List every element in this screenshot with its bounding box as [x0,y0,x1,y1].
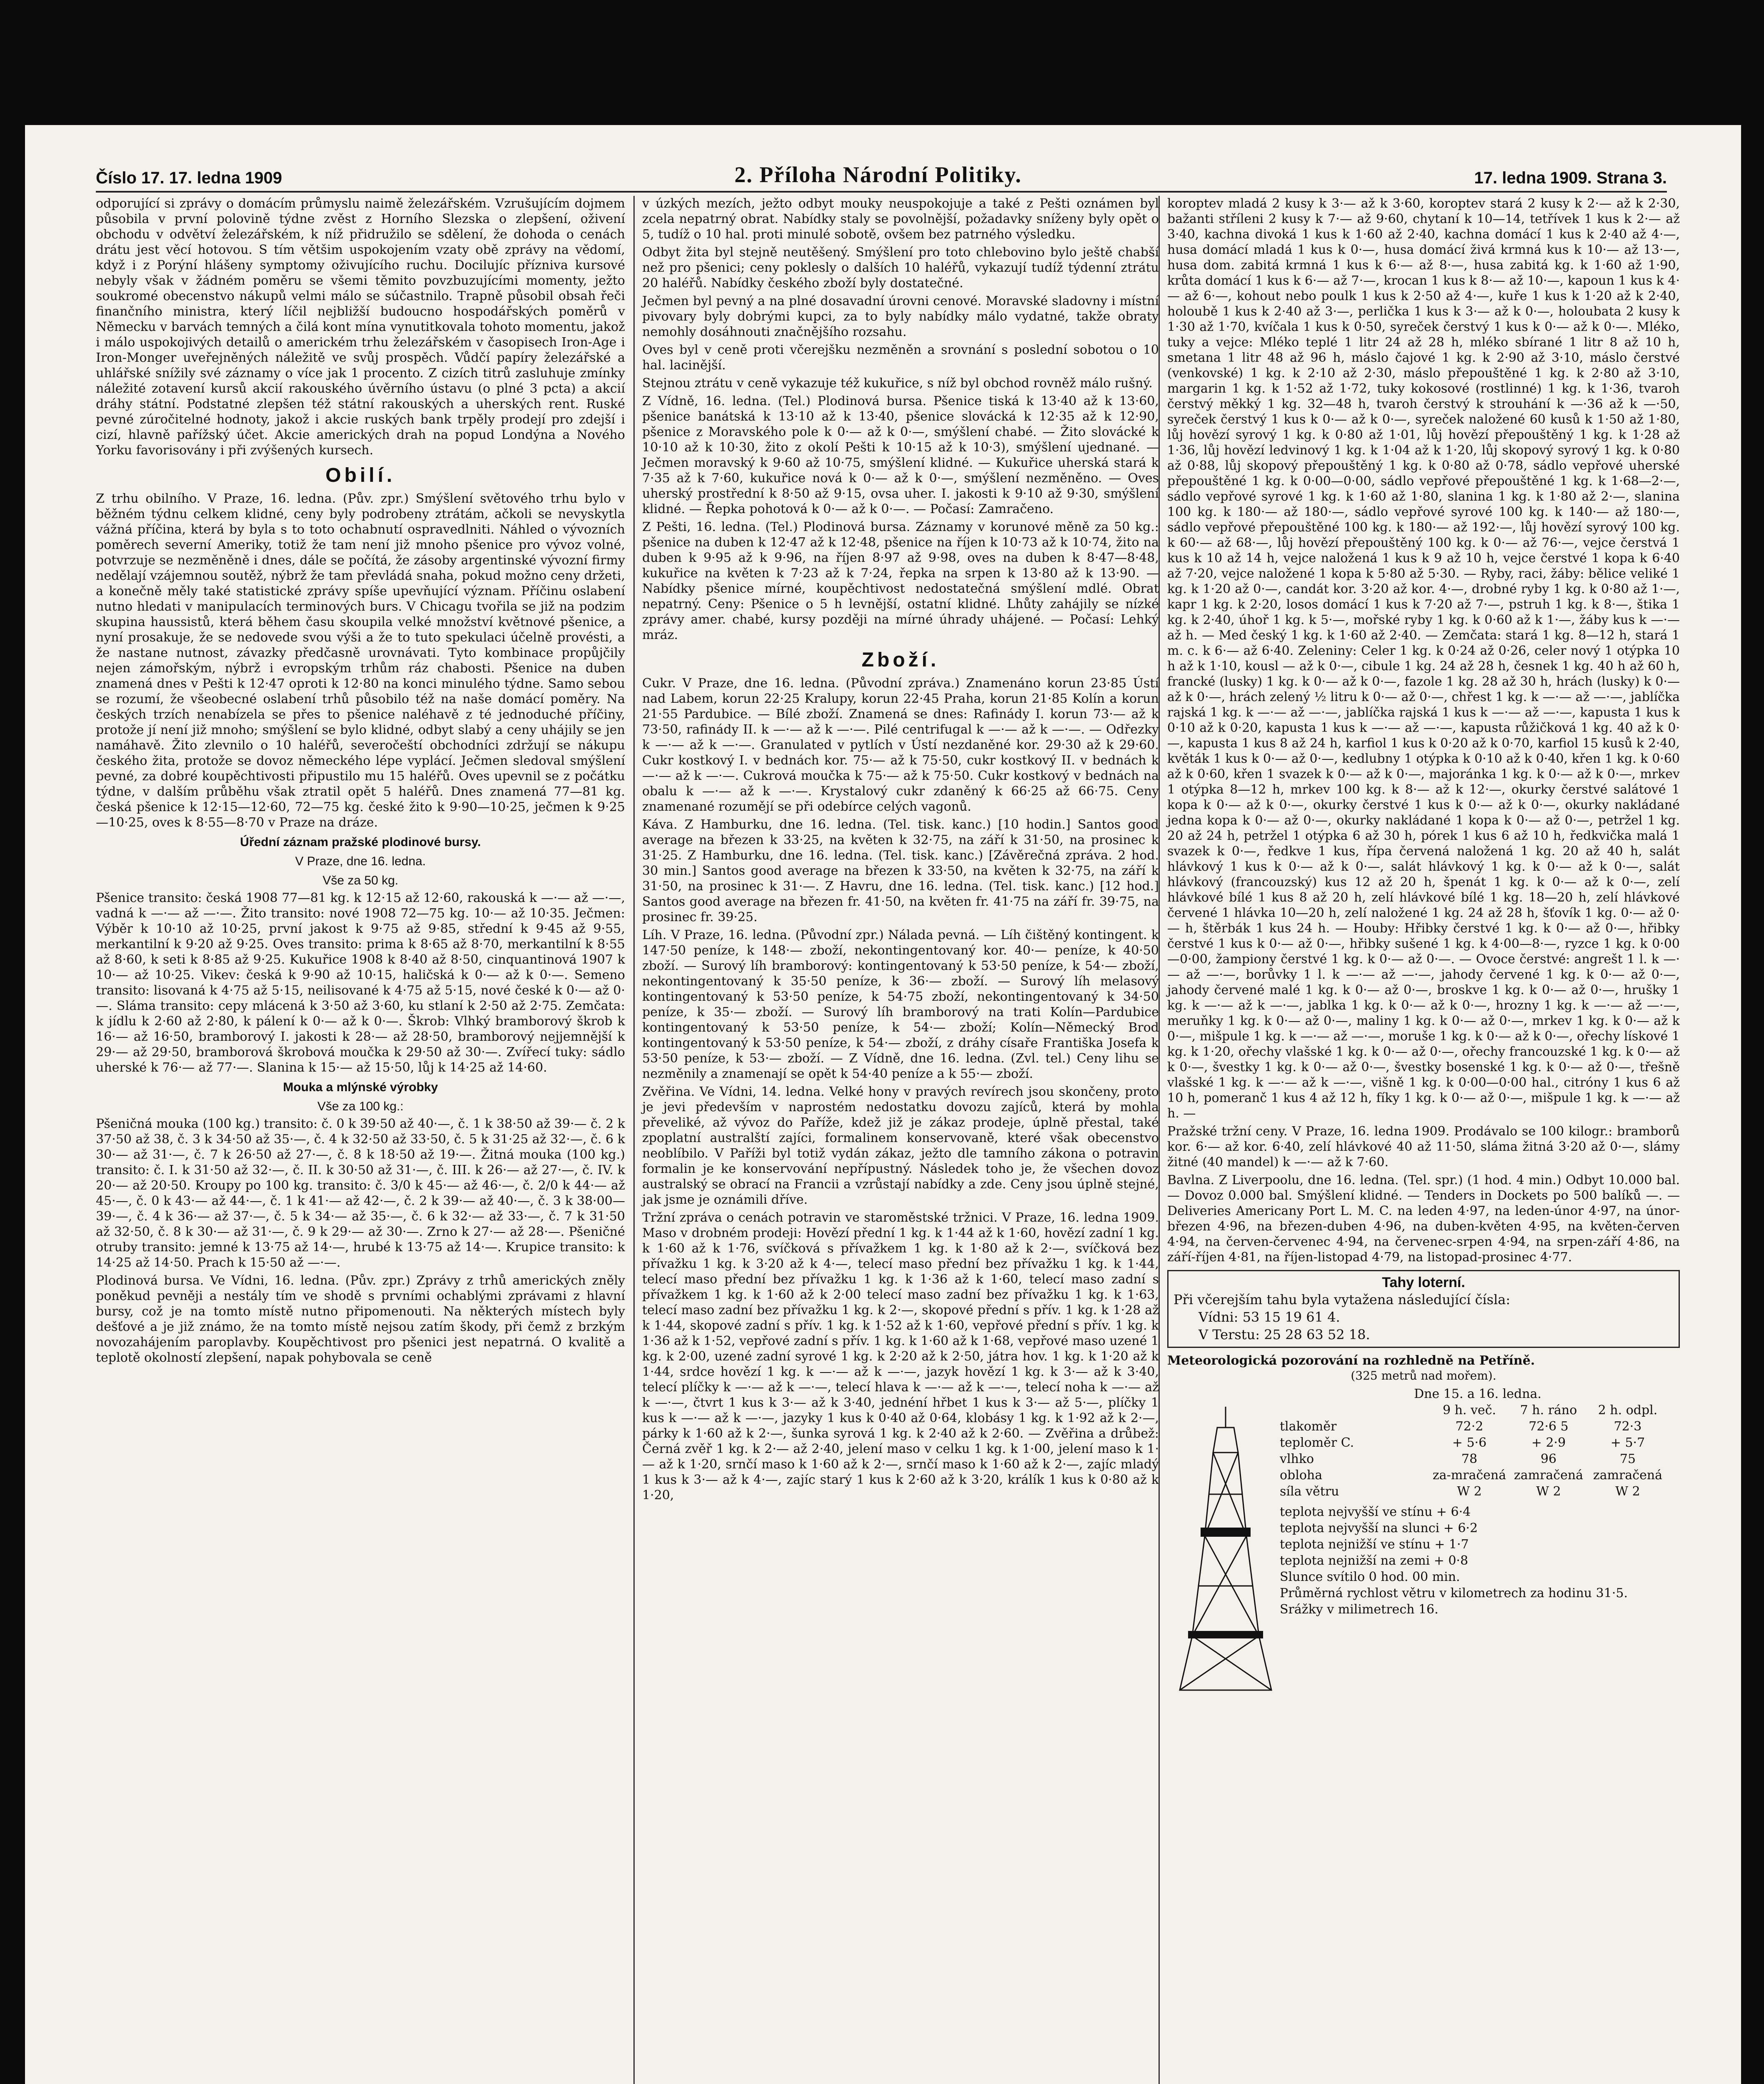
meteo-value: 75 [1619,1452,1636,1466]
meteo-extreme-line: teplota nejnižší ve stínu + 1·7 [1280,1537,1469,1552]
lottery-intro: Při včerejším tahu byla vytažena následující čísla: [1173,1292,1511,1308]
meteo-value: 78 [1461,1452,1478,1466]
prague-market-prices: Pražské tržní ceny. V Praze, 16. ledna 1909. Prodávalo se 100 kilogr.: bramborů kor. 6·— až kor. 6·40, zelí hlávkové 40 až 11·50, sláma žitná 3·20 až 0·—, slámy žitné (40 mandel) k —·— až k 7·60. [1167,1124,1680,1170]
sugar-report: Cukr. V Praze, dne 16. ledna. (Původní zpráva.) Znamenáno korun 23·85 Ústí nad Labem, korun 22·25 Kralupy, korun 22·45 Praha, korun 21·85 Kolín a korun 21·55 Pardubice. — Bílé zboží. Znamená se dnes: Rafinády I. korun 73·— až k 73·50, rafinády II. k —·— až k —·—. Pilé centrifugal k —·— až k —·—. — Odřezky k —·— až k —·—. Granulated v pytlích v Ústí nezdaněné kor. 29·30 až k 29·60. Cukr kostkový I. v bednách kor. 75·— až k 75·50, cukr kostkový II. v bednách k —·— až k —·—. Cukrová moučka k 75·— až k 75·50. Cukr kostkový v bednách na obalu k —·— až k —·—. Krystalový cukr zdaněný k 66·25 až 66·75. Ceny znamenané rozumějí se při odebírce celých vagonů. [642,676,1159,814]
meteo-value: + 5·7 [1610,1435,1645,1450]
meteo-col-header: 7 h. ráno [1520,1403,1577,1418]
meteo-value: 96 [1540,1452,1557,1466]
column-3 [1158,196,1680,2084]
meteo-value: W 2 [1615,1484,1640,1499]
meteo-value: + 2·9 [1531,1435,1566,1450]
supplement-title: 2. Příloha Národní Politiky. [734,162,1022,187]
petrin-tower-icon [1176,1403,1276,1694]
scan-border-right [1741,0,1764,2084]
section-heading-goods: Zboží. [861,649,940,671]
cotton-report: Bavlna. Z Liverpoolu, dne 16. ledna. (Tel. spr.) (1 hod. 4 min.) Odbyt 10.000 bal. — Dovoz 0.000 bal. Smýšlení klidné. — Tenders in Dockets po 500 balíků —. — Deliveries Americany Port L. M. C. na leden 4·97, na leden-únor 4·97, na únor-březen 4·96, na březen-duben 4·96, na duben-květen 4·95, na květen-červen 4·94, na červen-červenec 4·94, na červenec-srpen 4·94, na srpen-září 4·86, na září-říjen 4·81, na říjen-listopad 4·79, na listopad-prosinec 4·77. [1167,1173,1680,1265]
flour-unit: Vše za 100 kg.: [317,1100,404,1113]
lottery-trieste: V Terstu: 25 28 63 52 18. [1199,1327,1370,1343]
meteo-value: 72·3 [1614,1419,1642,1434]
page-date-number: 17. ledna 1909. Strana 3. [1474,169,1667,187]
meteo-col-header: 2 h. odpl. [1598,1403,1658,1418]
meteo-rain: Srážky v milimetrech 16. [1280,1602,1439,1617]
section-heading-grain: Obilí. [325,464,395,486]
barley-text: Ječmen byl pevný a na plné dosavadní úrovni cenové. Moravské sladovny i místní pivovary byly dobrými kupci, za to byly nabídky málo vydatné, takže obraty nemohly dosáhnouti značnějšího rozsahu. [642,294,1159,339]
meteo-extremes [1280,1504,1676,1618]
meteo-row-label: vlhko [1280,1452,1314,1466]
meteo-row [1280,1435,1676,1451]
meteo-extreme-line: teplota nejnižší na zemi + 0·8 [1280,1553,1469,1568]
lottery-title: Tahy loterní. [1382,1275,1465,1290]
header-rule [96,191,1667,193]
corn-text: Stejnou ztrátu v ceně vykazuje též kukuřice, s níž byl obchod rovněž málo rušný. [642,376,1153,391]
meteo-value: zamračená [1514,1468,1584,1483]
spirits-report: Líh. V Praze, 16. ledna. (Původní zpr.) Nálada pevná. — Líh čištěný kontingent. k 147·50 peníze, k 148·— zboží, nekontingentovaný kor. 40·— peníze, k 40·50 zboží. — Surový líh bramborový: kontingentovaný k 53·50 peníze, k 54·— zboží, nekontingentovaný k 35·50 peníze, k 36·— zboží. — Surový líh melasový kontingentovaný k 53·50 peníze, k 54·75 zboží, nekontingentovaný k 34·50 peníze, k 35·— zboží. — Surový líh bramborový na trati Kolín—Pardubice kontingentovaný k 53·50 peníze, k 54·— zboží; Kolín—Německý Brod kontingentovaný k 53·50 peníze, k 54·— zboží, z dráhy císaře Františka Josefa k 53·50 peníze, k 53·— zboží. — Z Vídně, dne 16. ledna. (Zvl. tel.) Ceny lihu se nezměnily a znamenají se opět k 54·40 peníze a k 55·— zboží. [642,928,1159,1081]
market-prices-continued: koroptev mladá 2 kusy k 3·— až k 3·60, koroptev stará 2 kusy k 2·— až k 2·30, bažanti stříleni 2 kusy k 7·— až 9·60, chytaní k 10—14, tetřívek 1 kus k 2·— až 3·40, kachna divoká 1 kus k 1·60 až 2·40, kachna domácí 1 kus k 2·40 až 4·—, husa domácí mladá 1 kus k 0·—, husa domácí živá krmná kus k 10·— až 13·—, husa dom. zabitá krmná 1 kus k 6·— až 8·—, husa zabitá kg. k 1·60 až 1·90, krůta domácí 1 kus k 6·— až 7·—, krocan 1 kus k 8·— až 10·—, kapoun 1 kus k 4·— až 6·—, kohout nebo poulk 1 kus k 2·50 až 4·—, kuře 1 kus k 1·20 až k 2·40, holoubě 1 kus k 2·40 až 3·—, perlička 1 kus k 3·— až k 0·—, holoubata 2 kusy k 1·30 až 1·70, kvíčala 1 kus k 0·50, syreček čerstvý 1 kus k 0·— až k 0·—. Mléko, tuky a vejce: Mléko teplé 1 litr 24 až 28 h, mléko sbírané 1 litr 8 až 10 h, smetana 1 litr 48 až 96 h, máslo čajové 1 kg. k 2·90 až 3·10, máslo čerstvé (venkovské) 1 kg. k 2·10 až 2·30, máslo přepouštěné 1 kg. k 2·80 až 3·10, margarin 1 kg. k 1·52 až 1·72, tuky kokosové (rostlinné) 1 kg. k 1·36, tvaroh čerstvý měkký 1 kg. 32—48 h, tvaroh čerstvý k strouhání k —·36 až k —·50, syreček čerstvý 1 kus k 0·— až k 0·—, syreček naložené 60 kusů k 1·50 až 1·80, lůj hovězí syrový 1 kg. k 0·80 až 1·01, lůj hovězí přepouštěný 1 kg. k 1·28 až 1·36, lůj hovězí ledvinový 1 kg. k 1·04 až k 1·20, lůj skopový syrový 1 kg. k 0·80 až 0·88, lůj skopový přepouštěný 1 kg. k 0·80 až 0·78, sádlo vepřové uherské přepouštěné 1 kg. k 0·00—0·00, sádlo vepřové přepouštěné 1 kg. k 1·68—2·—, sádlo vepřové syrové 1 kg. k 1·60 až 1·80, slanina 1 kg. k 1·80 až 2·—, slanina 100 kg. k 180·— až 180·—, sádlo vepřové syrové 100 kg. k 140·— až 180·—, sádlo vepřové přepouštěné 100 kg. k 180·— až 192·—, lůj hovězí syrový 100 kg. k 60·— až 68·—, lůj hovězí přepouštěný 100 kg. k 0·— až 76·—, vejce čerstvá 1 kus k 10 až 14 h, vejce naložená 1 kus k 9 až 10 h, vejce čerstvé 1 kopa k 6·40 až 7·20, vejce naložené 1 kopa k 5·80 až 5·30. — Ryby, raci, žáby: bělice veliké 1 kg. k 1·20 až 0·—, candát kor. 3·20 až kor. 4·—, drobné ryby 1 kg. k 0·80 až 1·—, kapr 1 kg. k 2·20, losos domácí 1 kus k 7·20 až 7·—, pstruh 1 kg. k 8·—, štika 1 kg. k 2·40, úhoř 1 kg. k 5·—, mořské ryby 1 kg. k 0·60 až k 1·—, žáby kus k —·— až h. — Med český 1 kg. k 1·60 až 2·40. — Zemčata: stará 1 kg. 8—12 h, stará 1 m. c. k 6·— až 6·40. Zeleniny: Celer 1 kg. k 0·24 až 0·26, celer nový 1 otýpka 10 h až k 1·10, kousl — až k 0·—, cibule 1 kg. 24 až 28 h, česnek 1 kg. 40 h až 60 h, francké (lusky) 1 kg. k 0·— až k 0·—, fazole 1 kg. 28 až 30 h, hrách (lusky) k 0·— až k 0·—, hrách zelený ½ litru k 0·— až 0·—, chřest 1 kg. k —·— až —·—, jablíčka rajská 1 kg. k —·— až —·—, jablíčka rajská 1 kus k —·— až —·—, kapusta 1 kus k 0·10 až k 0·20, kapusta 1 kus k —·— až —·—, kapusta růžičková 1 kg. 40 až k 0·—, kapusta 1 kus 8 až 24 h, karfiol 1 kus k 0·20 až k 0·70, karfiol 15 kusů k 2·40, květák 1 kus k 0·— až 0·—, kedlubny 1 otýpka k 0·10 až k 0·40, křen 1 kg. k 0·60 až k 0·60, křen 1 svazek k 0·— až k 0·—, majoránka 1 kg. k 0·— až k 0·—, mrkev 1 otýpka 8—12 h, mrkev 100 kg. k 8·— až k 12·—, okurky čerstvé salátové 1 kopa k 0·— až k 0·—, okurky čerstvé 1 kus k 0·— až k 0·—, okurky nakládané jedna kopa k 0·— až 0·—, okurky nakládané 1 kopa k 0·— až 0·—, petržel 1 kg. 20 až 24 h, petržel 1 otýpka 6 až 30 h, pórek 1 kus 6 až 10 h, ředkvička malá 1 svazek k 0·—, ředkve 1 kus, řípa červená naložená 1 kg. 20 až 40 h, salát hlávkový 1 kus k 0·— až k 0·—, salát hlávkový 1 kg. k 0·— až k 0·—, salát hlávkový (francouzský) kus 12 až 20 h, špenát 1 kg. k 0·— až k 0·—, zelí hlávkové bílé 1 kus 8 až 20 h, zelí hlávkové bílé 1 kg. 18—20 h, zelí hlávkové červené 1 hlávka 10—20 h, zelí naložené 1 kg. 24 až 28 h, šťovík 1 kg. 0·— až 0·— h, štěrbák 1 kus 24 h. — Houby: Hřibky čerstvé 1 kg. k 0·— až 0·—, hřibky čerstvé 1 kus k 0·— až 0·—, hřibky sušené 1 kg. k 4·00—8·—, ryzce 1 kg. k 0·00—0·00, žampiony čerstvé 1 kg. k 0·— až 0·—. — Ovoce čerstvé: angrešt 1 l. k —·— až —·—, borůvky 1 l. k —·— až —·—, jahody červené 1 kg. k 0·— až 0·—, jahody červené malé 1 kg. k 0·— až 0·—, broskve 1 kg. k 0·— až 0·—, hrušky 1 kg. k —·— až k —·—, jablka 1 kg. k 0·— až k 0·—, hrozny 1 kg. k —·— až —·—, meruňky 1 kg. k 0·— až 0·—, maliny 1 kg. k 0·— až 0·—, mrkev 1 kg. k 0·— až k 0·—, mišpule 1 kg. k —·— až —·—, moruše 1 kg. k 0·— až k 0·—, ořechy lískové 1 kg. k 1·20, ořechy vlašské 1 kg. k 0·— až 0·—, ořechy francouzské 1 kg. k 0·— až k 0·—, švestky 1 kg. k 0·— až 0·—, švestky bosenské 1 kg. k 0·— až 0·—, třešně vlašské 1 kg. k —·— až k —·—, višně 1 kg. k 0·00—0·00 hal., citróny 1 kus 6 až 10 h, pomeranč 1 kus 4 až 12 h, fíky 1 kg. k 0·— až 0·—, mišpule 1 kg. k —·— až h. — [1167,196,1680,1121]
meteo-value: 72·6 5 [1529,1419,1569,1434]
meteo-sunshine: Slunce svítilo 0 hod. 00 min. [1280,1570,1460,1584]
issue-number: Číslo 17. 17. ledna 1909 [96,169,282,187]
scan-border-left [0,0,25,2084]
exchange-dateline: V Praze, dne 16. ledna. [295,854,426,868]
meteo-row-label: tlakoměr [1280,1419,1337,1434]
meteo-row-label: obloha [1280,1468,1323,1483]
vienna-exchange-report: Plodinová bursa. Ve Vídni, 16. ledna. (Pův. zpr.) Zprávy z trhů amerických zněly poněkud pevněji a nestály tím ve shodě s prvními ochablými zprávami z hlavní bursy, což je na tomto místě nutno připomenouti. Na některých místech byly dešťové a je již známo, že na tomto místě nejsou zatím škody, při čemž z brzkým novozahájením paroplavby. Koupěchtivost pro pšenici jest nepatrná. O kvalitě a teplotě okolností zlepšení, napak pohybovala se ceně [96,1273,625,1365]
meteo-row [1280,1451,1676,1467]
rye-text: Odbyt žita byl stejně neutěšený. Smýšlení pro toto chlebovino bylo ještě chabší než pro pšenici; ceny poklesly o dalších 10 haléřů, vykazují tudíž týdenní ztrátu 20 haléřů. Nabídky českého zboží byly dostatečné. [642,245,1159,291]
meteo-table [1280,1386,1676,1618]
meteo-row-label: síla větru [1280,1484,1339,1499]
page-header [96,155,1667,188]
pest-report: Z Pešti, 16. ledna. (Tel.) Plodinová bursa. Záznamy v korunové měně za 50 kg.: pšenice na duben k 12·47 až k 12·48, pšenice na říjen k 10·73 až k 10·74, žito na duben k 9·95 až k 9·96, na říjen 8·97 až 9·98, oves na duben k 8·47—8·48, kukuřice na květen k 7·23 až k 7·24, řepka na srpen k 13·80 až k 13·90. — Nabídky pšenice mírné, koupěchtivost nedostatečná smýšlení mdlé. Obrat nepatrný. Ceny: Pšenice o 5 h levnější, ostatní klidné. Lhůty zahájily se nízké zprávy amer. chabé, kursy později na mírné úhrady uhájené. — Počasí: Lehký mráz. [642,520,1159,642]
meteo-block [1167,1386,1680,1728]
lottery-vienna: Vídni: 53 15 19 61 4. [1199,1309,1340,1325]
lottery-box [1167,1270,1680,1348]
oats-text: Oves byl v ceně proti včerejšku nezměněn a srovnání s poslední sobotou o 10 hal. lacinější. [642,343,1159,373]
meteo-value: 72·2 [1455,1419,1484,1434]
food-prices-report: Tržní zpráva o cenách potravin ve staroměstské tržnici. V Praze, 16. ledna 1909. Maso v drobném prodeji: Hovězí přední 1 kg. k 1·44 až k 1·60, hovězí zadní 1 kg. k 1·60 až k 1·76, svíčková s přívažkem 1 kg. k 1·80 až k 2·—, svíčková bez přívažku 1 kg. k 3·20 až k 4·—, telecí maso přední bez přívažku 1 kg. k 1·44, telecí maso přední bez přívažku 1 kg. k 1·36 až k 1·60, telecí maso zadní s přívažkem 1 kg. k 1·60 až k 2·00 telecí maso zadní bez přívažku 1 kg. k 1·63, telecí maso zadní bez přívažku 1 kg. k 2·—, skopové přední s přív. 1 kg. k 1·28 až k 1·44, skopové zadní s přív. 1 kg. k 1·52 až k 1·60, vepřové přední s přív. 1 kg. k 1·36 až k 1·52, vepřové zadní s přív. 1 kg. k 1·60 až k 1·68, vepřové maso uzené 1 kg. k 2·00, uzené zadní syrové 1 kg. k 2·20 až k 2·50, játra hov. 1 kg. k 1·20 až k 1·44, srdce hovězí 1 kg. k —·— až k —·—, jazyk hovězí 1 kg. k 3·— až k 3·40, telecí plíčky k —·— až k —·—, telecí hlava k —·— až k —·—, telecí noha k —·— až k —·—, čtvrt 1 kus k 3·— až k 3·40, jednéní hřbet 1 kus k 3·— až 5·—, plíčky 1 kus k —·— až k —·—, jazyky 1 kus k 0·40 až 0·64, klobásy 1 kg. k 1·92 až k 2·—, párky k 1·60 až k 2·—, šunka syrová 1 kg. k 2·40 až k 2·60. — Zvěřina a drůbež: Černá zvěř 1 kg. k 2·— až 2·40, jelení maso v celku 1 kg. k 1·00, jelení maso k 1·— až k 1·20, srnčí maso k 1·60 až k 2·—, srnčí maso k 1·60 až k 2·—, zajíc mladý 1 kus k 3·— až k 4·—, zajíc starý 1 kus k 2·60 až k 3·20, králík 1 kus k 0·80 až k 1·20, [642,1210,1159,1503]
meteo-extreme-line: teplota nejvyšší na slunci + 6·2 [1280,1521,1478,1535]
scan-border-top [0,0,1764,125]
exchange-unit: Vše za 50 kg. [323,874,398,887]
meteo-title: Meteorologická pozorování na rozhledně na Petříně. [1167,1353,1535,1368]
meteo-col-header: 9 h. več. [1442,1403,1496,1418]
flour-trade-text: v úzkých mezích, ježto odbyt mouky neuspokojuje a také z Pešti oznámen byl zcela nepatrný obrat. Nabídky staly se povolnější, požadavky sníženy byly opět o 5, tudíž o 10 hal. proti minulé sobotě, ovšem bez patrného výsledku. [642,196,1159,242]
meteo-header-row [1280,1402,1676,1418]
column-2 [633,196,1159,2084]
coffee-report: Káva. Z Hamburku, dne 16. ledna. (Tel. tisk. kanc.) [10 hodin.] Santos good average na březen k 33·25, na květen k 32·75, na září k 31·50, na prosinec k 31·25. Z Hamburku, dne 16. ledna. (Tel. tisk. kanc.) [Závěrečná zpráva. 2 hod. 30 min.] Santos good average na březen k 33·50, na květen k 32·75, na září k 31·50, na prosinec k 31·—. Z Havru, dne 16. ledna. (Tel. tisk. kanc.) [12 hod.] Santos good average na březen fr. 41·50, na květen fr. 41·75 na září fr. 39·75, na prosinec fr. 39·25. [642,817,1159,924]
industry-report: odporující si zprávy o domácím průmyslu naimě železářském. Vzrušujícím dojmem působila v první polovině týdne zvěst z Horního Slezska o zlepšení, oživení obchodu v odvětví železářském, k níž přidružilo se sdělení, že dohoda o cenách drátu jest věcí hotovou. S tím většim uspokojením vzaty obě zprávy na vědomí, když i z Porýní hlášeny symptomy oživujícího ruchu. Docilujíc přízniva kursové nebyly však v žádném poměru se všemi těmito povzbuzujícími momenty, ježto soukromé obecenstvo nákupů velmi málo se súčastnilo. Trapně působil obsah řeči finančního ministra, který líčil nejbližší budoucno hospodářských poměrů v Německu v barvách temných a čilá kont mína vynutitkovala tohoto momentu, jakož i málo uspokojivých detailů o americkém trhu železářském v časopisech Iron-Age i Iron-Monger uveřejněných náležitě ve svůj prospěch. Vůdčí papíry železářské a uhlářské snížily své záznamy o více jak 1 procento. Z cizích titrů zasluhuje zmínky náležité zotavení kursů akcií rakouského úvěrního ústavu (o plné 3 pcta) a akcií dráhy státní. Podstatné zlepšen též státní rakouských a uherských rent. Ruské pevné zúročitelné hodnoty, jakož i akcie ruských bank trpěly prodejí pro zdejší i cizí, hlavně pařížský účet. Akcie amerických drah na popud Londýna a Nového Yorku favorisovány i při zvýšených kursech. [96,196,625,458]
vienna-report: Z Vídně, 16. ledna. (Tel.) Plodinová bursa. Pšenice tiská k 13·40 až k 13·60, pšenice banátská k 13·10 až k 13·40, pšenice slovácká k 12·35 až k 12·90, pšenice z Moravského pole k 0·— až k 0·—, smýšlení chabé. — Žito slovácké k 10·10 až k 10·30, žito z okolí Pešti k 10·15 až k 10·3), smýšlení ujednané. — Ječmen moravský k 9·60 až 10·75, smýšlení klidné. — Kukuřice uherská stará k 7·35 až k 7·60, kukuřice nová k 0·— až k 0·—, smýšlení nezměněno. — Oves uherský prostřední k 8·50 až 9·15, ovsa uher. I. jakosti k 9·10 až 9·30, smýšlení klidné. — Řepka pohotová k 0·— až k 0·—. — Počasí: Zamračeno. [642,394,1159,516]
meteo-value: za-mračená [1432,1468,1506,1483]
official-exchange-heading: Úřední záznam pražské plodinové bursy. [240,835,481,849]
flour-heading: Mouka a mlýnské výrobky [283,1080,438,1094]
meteo-value: zamračená [1593,1468,1663,1483]
meteo-extreme-line: teplota nejvyšší ve stínu + 6·4 [1280,1505,1471,1519]
meteo-value: + 5·6 [1452,1435,1487,1450]
grain-market-report: Z trhu obilního. V Praze, 16. ledna. (Pův. zpr.) Smýšlení světového trhu bylo v běžném týdnu celkem klidné, ceny byly podrobeny ztrátám, ačkoli se nevyskytla vážná příčina, která by byla s to toto ochabnutí ospravedlniti. Náhled o vývozních poměrech severní Ameriky, totiž že tam není již mnoho pšenice pro vývoz volné, potvrzuje se nezměněně i dnes, dále se počítá, že zásoby argentinské vývozní firmy nedělají vzájemnou soutěž, nýbrž že tam převládá snaha, pokud možno ceny držeti, a konečně měly také statistické zprávy spíše upevňující význam. Příčinu oslabení nutno hledati v manipulacích terminových burs. V Chicagu tvořila se již na podzim skupina haussistů, která během času skoupila velké množství květnové pšenice, a nyní prosakuje, že se nedovede svou výši a že to tuto spekulaci účelně provésti, a že nastane nutnost, závazky předčasně urovnávati. Tyto kombinace propůjčily nejen zámořským, nýbrž i evropským trhům ráz chabosti. Pšenice na duben znamená dnes v Pešti k 12·47 oproti k 12·80 na konci minulého týdne. Samo sebou se rozumí, že všeobecné oslabení trhů působilo též na naše domácí poměry. Na českých trzích nenabízela se přes to pšenice naléhavě z té jednoduché příčiny, protože jí není již mnoho; smýšlení se bylo klidné, odbyt slabý a ceny uhájily se jen namáhavě. Žito zlevnilo o 10 haléřů, severočeští obchodníci zdržují se nákupu českého žita, protože se dovoz německého lépe vyplácí. Ječmen sledoval smýšlení pevné, za dobré koupěchtivosti připustilo mu 15 haléřů. Oves upevnil se z počátku týdne, v dalším průběhu však ztratil opět 5 haléřů. Dnes znamená 77—81 kg. česká pšenice k 12·15—12·60, 72—75 kg. české žito k 9·90—10·25, ječmen k 9·25—10·25, oves k 8·55—8·70 v Praze na dráze. [96,491,625,830]
meteo-value: W 2 [1457,1484,1482,1499]
meteo-value: W 2 [1536,1484,1561,1499]
meteo-date: Dne 15. a 16. ledna. [1414,1387,1541,1401]
meteo-row [1280,1418,1676,1435]
column-1 [96,196,625,2084]
flour-prices: Pšeničná mouka (100 kg.) transito: č. 0 k 39·50 až 40·—, č. 1 k 38·50 až 39·— č. 2 k 37·50 až 38, č. 3 k 34·50 až 35·—, č. 4 k 32·50 až 33·50, č. 5 k 31·25 až 32·—, č. 6 k 30·— až 31·—, č. 7 k 26·50 až 27·—, č. 8 k 18·50 až 19·—. Žitná mouka (100 kg.) transito: č. I. k 31·50 až 32·—, č. II. k 30·50 až 31·—, č. III. k 26·— až 27·—, č. IV. k 20·— až 20·50. Kroupy po 100 kg. transito: č. 3/0 k 45·— až 46·—, č. 2/0 k 44·— až 45·—, č. 0 k 43·— až 44·—, č. 1 k 41·— až 42·—, č. 2 k 39·— až 40·—, č. 3 k 38·00—39·—, č. 4 k 36·— až 37·—, č. 5 k 34·— až 35·—, č. 6 k 32·— až 33·—, č. 7 k 31·50 až 32·50, č. 8 k 30·— až 31·—, č. 9 k 29·— až 30·—. Zrno k 27·— až 28·—. Pšeničné otruby transito: jemné k 13·75 až 14·—, hrubé k 13·75 až 14·—. Krupice transito: k 14·25 až 14·50. Prach k 15·50 až —·—. [96,1117,625,1270]
meteo-row [1280,1467,1676,1483]
meteo-date-row [1280,1386,1676,1402]
meteo-subtitle: (325 metrů nad mořem). [1351,1369,1496,1383]
meteo-wind: Průměrná rychlost větru v kilometrech za hodinu 31·5. [1280,1586,1628,1601]
game-report: Zvěřina. Ve Vídni, 14. ledna. Velké hony v pravých revírech jsou skončeny, proto je jevi především v naprostém nedostatku dovozu zajíců, která by mohla převeliké, až vývoz do Paříže, kdež již je zákaz prodeje, úplně přestal, také zpoplatní australští zajíci, formalinem konservovaně, které však obecenstvo neoblíbilo. V Paříži byl totiž vydán zákaz, ježto dle tamního zákona o potravin formalin je ke konservování nepřípustný. Následek toho je, že všechen dovoz australský se obrací na Francii a vzrůstají nabídky a zde. Ceny jsou úplně stejné, jak jsme je oznámili dříve. [642,1085,1159,1207]
meteo-row [1280,1483,1676,1500]
exchange-prices: Pšenice transito: česká 1908 77—81 kg. k 12·15 až 12·60, rakouská k —·— až —·—, vadná k —·— až —·—. Žito transito: nové 1908 72—75 kg. 10·— až 10·35. Ječmen: Výběr k 10·10 až 10·25, první jakost k 9·75 až 9·85, střední k 9·45 až 9·55, merkantilní k 9·20 až 9·25. Oves transito: prima k 8·65 až 8·70, merkantilní k 8·55 až 8·60, k seti k 8·85 až 9·25. Kukuřice 1908 k 8·40 až 8·50, cinquantinová 1907 k 10·— až 10·25. Vikev: česká k 9·90 až 10·15, haličská k 0·— až k 0·—. Semeno transito: lisovaná k 4·75 až 5·15, neilisované k 4·75 až 5·15, nové české k 0·— až 0·—. Sláma transito: cepy mlácená k 3·50 až 3·60, ku stlaní k 2·50 až 2·75. Zemčata: k jídlu k 2·60 až 2·80, k pálení k 0·— až k 0·—. Škrob: Vlhký bramborový škrob k 16·— až 16·50, bramborový I. jakosti k 28·— až 28·50, bramborový nejjemnější k 29·— až 29·50, bramborová škrobová moučka k 29·50 až 30·—. Zvířecí tuky: sádlo uherské k 76·— až 77·—. Slanina k 15·— až 15·50, lůj k 14·25 až 14·60. [96,891,625,1075]
meteo-row-label: teploměr C. [1280,1435,1354,1450]
